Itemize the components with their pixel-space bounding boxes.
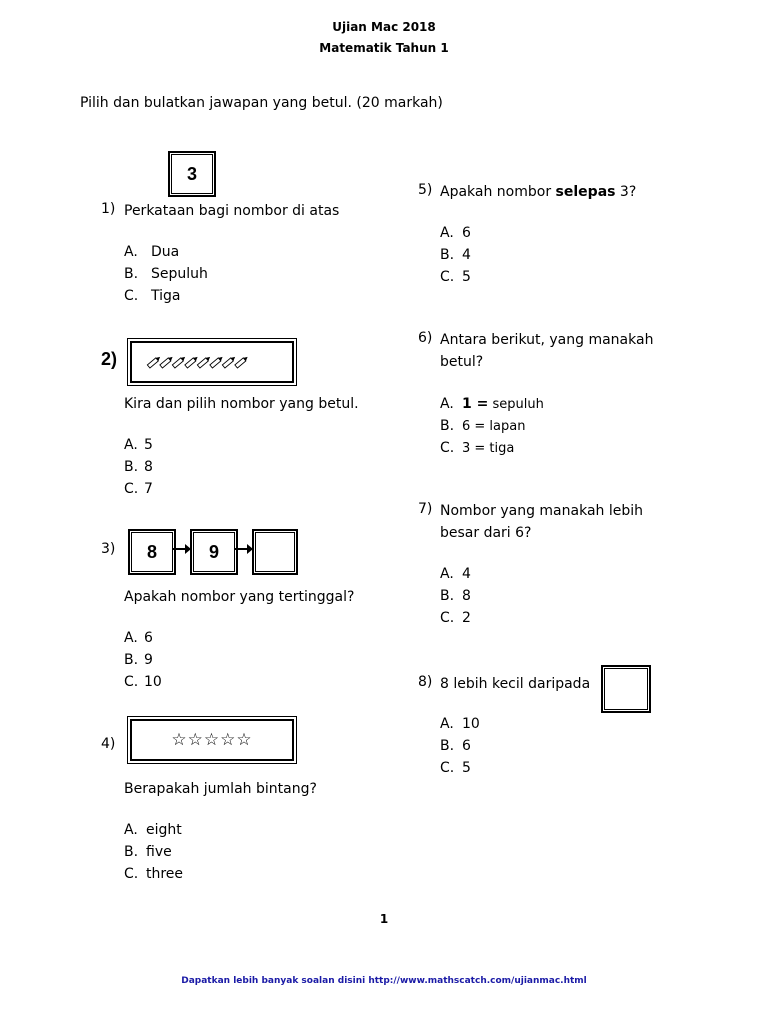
q1-number: 1) xyxy=(101,201,116,217)
star-icon: ☆☆☆☆☆ xyxy=(171,730,253,750)
instruction-text: Pilih dan bulatkan jawapan yang betul. (20 markah) xyxy=(80,95,443,111)
q2-option-b[interactable]: B. 8 xyxy=(124,459,153,475)
q5-number: 5) xyxy=(418,182,433,198)
q5-option-b[interactable]: B. 4 xyxy=(440,247,471,263)
pencil-icon xyxy=(210,355,224,368)
q2-options xyxy=(124,434,153,500)
q8-answer-box[interactable] xyxy=(602,666,650,712)
q5-options xyxy=(440,222,471,288)
q1-question: Perkataan bagi nombor di atas xyxy=(124,203,340,219)
q3-box-3-blank[interactable] xyxy=(253,530,297,574)
page-number: 1 xyxy=(379,912,389,926)
pencil-icon xyxy=(185,355,199,368)
q8-number: 8) xyxy=(418,674,433,690)
q3-option-b[interactable]: B. 9 xyxy=(124,652,153,668)
q4-star-box xyxy=(130,719,294,761)
q2-pencil-box xyxy=(130,341,294,383)
q2-option-c[interactable]: C. 7 xyxy=(124,481,153,497)
q3-question: Apakah nombor yang tertinggal? xyxy=(124,589,355,605)
q1-options xyxy=(124,241,208,307)
q5-option-a[interactable]: A. 6 xyxy=(440,225,471,241)
q7-option-b[interactable]: B. 8 xyxy=(440,588,471,604)
q2-pencils xyxy=(132,343,292,381)
q2-number: 2) xyxy=(101,349,118,369)
q4-option-c[interactable]: C. three xyxy=(124,866,184,882)
q7-options xyxy=(440,563,471,629)
q7-option-a[interactable]: A. 4 xyxy=(440,566,471,582)
q2-option-a[interactable]: A. 5 xyxy=(124,437,153,453)
q4-number: 4) xyxy=(101,736,116,752)
q2-question: Kira dan pilih nombor yang betul. xyxy=(124,396,359,412)
pencil-icon xyxy=(222,355,236,368)
q3-option-c[interactable]: C. 10 xyxy=(124,674,162,690)
q5-option-c[interactable]: C. 5 xyxy=(440,269,471,285)
q3-box-2: 9 xyxy=(191,530,237,574)
q3-number: 3) xyxy=(101,541,116,557)
q8-option-b[interactable]: B. 6 xyxy=(440,738,471,754)
q6-question: Antara berikut, yang manakah betul? xyxy=(440,332,654,370)
q3-option-a[interactable]: A. 6 xyxy=(124,630,153,646)
q8-question: 8 lebih kecil daripada xyxy=(440,676,591,692)
q7-number: 7) xyxy=(418,501,433,517)
q8-options xyxy=(440,713,480,779)
exam-title: Ujian Mac 2018 xyxy=(332,20,436,34)
q1-number-box: 3 xyxy=(169,152,215,196)
q7-option-c[interactable]: C. 2 xyxy=(440,610,471,626)
q6-option-c[interactable]: C. 3 = tiga xyxy=(440,440,515,456)
pencil-icon xyxy=(197,355,211,368)
q6-option-a[interactable]: A. 1 = sepuluh xyxy=(440,396,544,412)
pencil-icon xyxy=(235,355,249,368)
footer-link[interactable]: Dapatkan lebih banyak soalan disini http://www.mathscatch.com/ujianmac.html xyxy=(181,976,587,986)
q1-option-c[interactable]: C. Tiga xyxy=(124,288,181,304)
exam-subtitle: Matematik Tahun 1 xyxy=(319,41,449,55)
q3-box-1: 8 xyxy=(129,530,175,574)
q3-arrow-2 xyxy=(234,548,247,550)
q1-option-a[interactable]: A. Dua xyxy=(124,244,180,260)
q8-option-c[interactable]: C. 5 xyxy=(440,760,471,776)
q4-option-b[interactable]: B. five xyxy=(124,844,172,860)
q8-option-a[interactable]: A. 10 xyxy=(440,716,480,732)
q6-number: 6) xyxy=(418,330,433,346)
pencil-icon xyxy=(172,355,186,368)
q5-question: Apakah nombor selepas 3? xyxy=(440,184,637,200)
q6-options xyxy=(440,393,544,459)
q4-options xyxy=(124,819,183,885)
pencil-icon xyxy=(160,355,174,368)
q3-arrow-1 xyxy=(172,548,185,550)
q4-question: Berapakah jumlah bintang? xyxy=(124,781,317,797)
q4-option-a[interactable]: A. eight xyxy=(124,822,182,838)
pencil-icon xyxy=(147,355,161,368)
q1-option-b[interactable]: B. Sepuluh xyxy=(124,266,208,282)
q3-options xyxy=(124,627,162,693)
q6-option-b[interactable]: B. 6 = lapan xyxy=(440,418,526,434)
q7-question: Nombor yang manakah lebih besar dari 6? xyxy=(440,503,643,541)
